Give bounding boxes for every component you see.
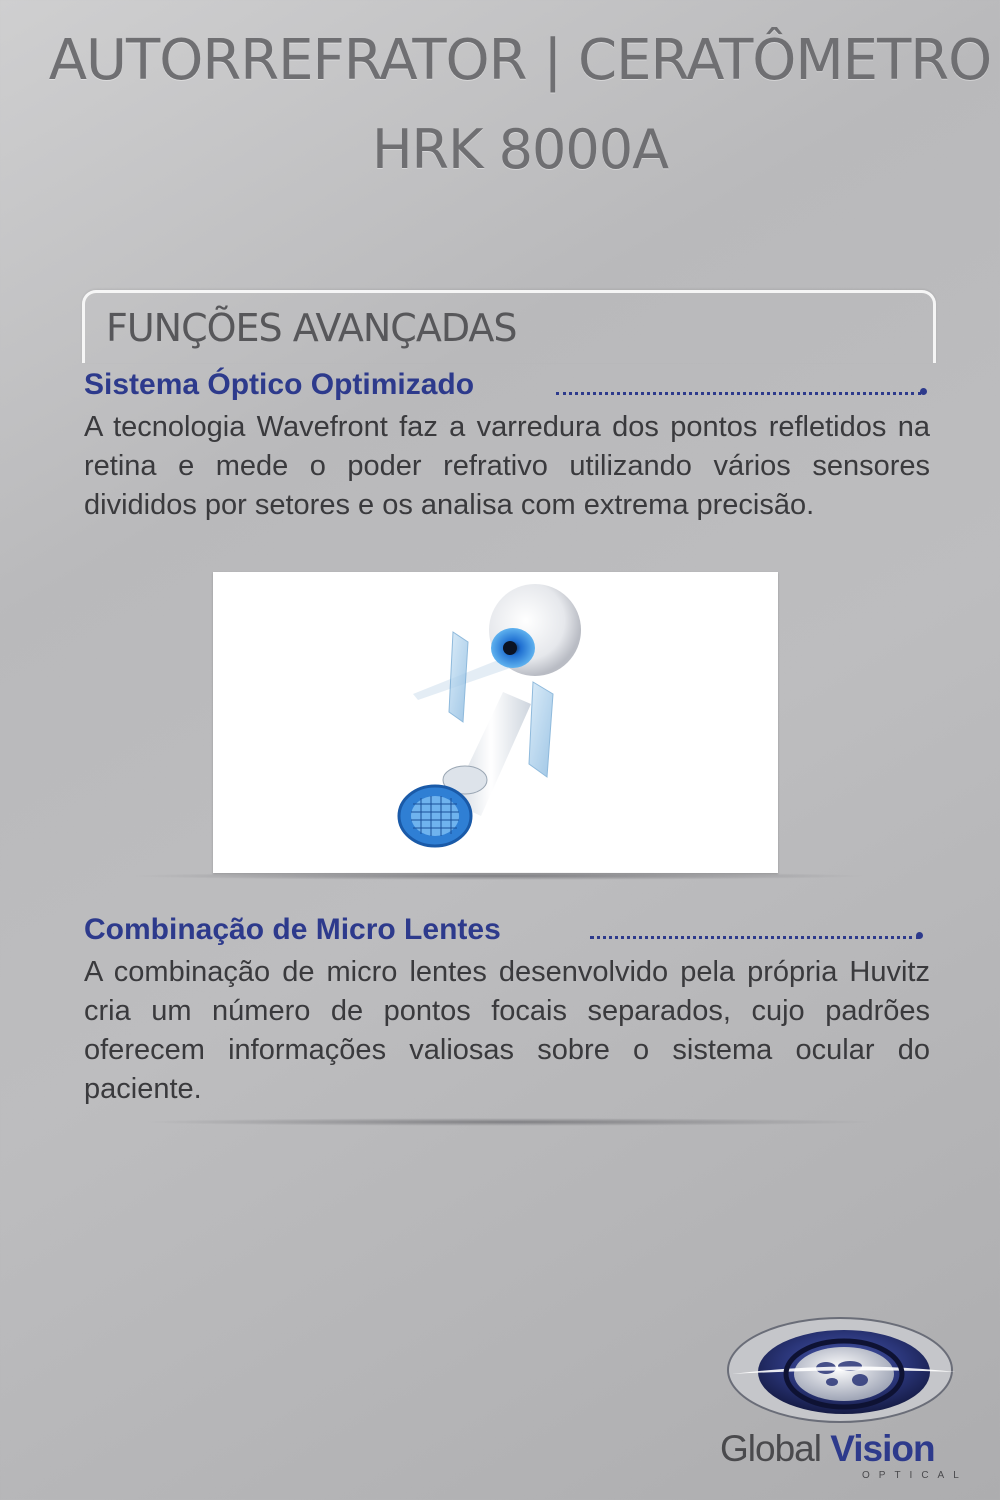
leader-end-dot [920, 388, 927, 395]
feature-text-optical-system: A tecnologia Wavefront faz a varredura dos pontos refletidos na retina e mede o poder refrativo utilizando vários sensores divididos por setores e os analisa com extrema precisão. [84, 411, 930, 521]
logo-word-global: Global [720, 1428, 821, 1469]
leader-end-dot [916, 932, 923, 939]
eye-wavefront-icon [213, 572, 778, 873]
logo-word-vision: Vision [830, 1428, 935, 1469]
page-title-line1: AUTORREFRATOR | CERATÔMETRO [48, 28, 992, 93]
feature-heading-micro-lenses: Combinação de Micro Lentes [84, 913, 501, 946]
dotted-leader [590, 936, 920, 939]
section-title: FUNÇÕES AVANÇADAS [106, 306, 517, 350]
wavefront-illustration [213, 572, 778, 873]
page-title-line2: HRK 8000A [371, 118, 669, 181]
divider-shadow [130, 872, 870, 880]
divider-shadow [140, 1118, 880, 1126]
logo-wordmark [720, 1428, 935, 1470]
logo-subtitle: OPTICAL [862, 1470, 968, 1481]
feature-heading-optical-system: Sistema Óptico Optimizado [84, 368, 475, 401]
feature-text-micro-lenses: A combinação de micro lentes desenvolvido pela própria Huvitz cria um número de pontos focais separados, cujo padrões oferecem informações valiosas sobre o sistema ocular do paciente. [84, 956, 930, 1105]
dotted-leader [556, 392, 921, 395]
